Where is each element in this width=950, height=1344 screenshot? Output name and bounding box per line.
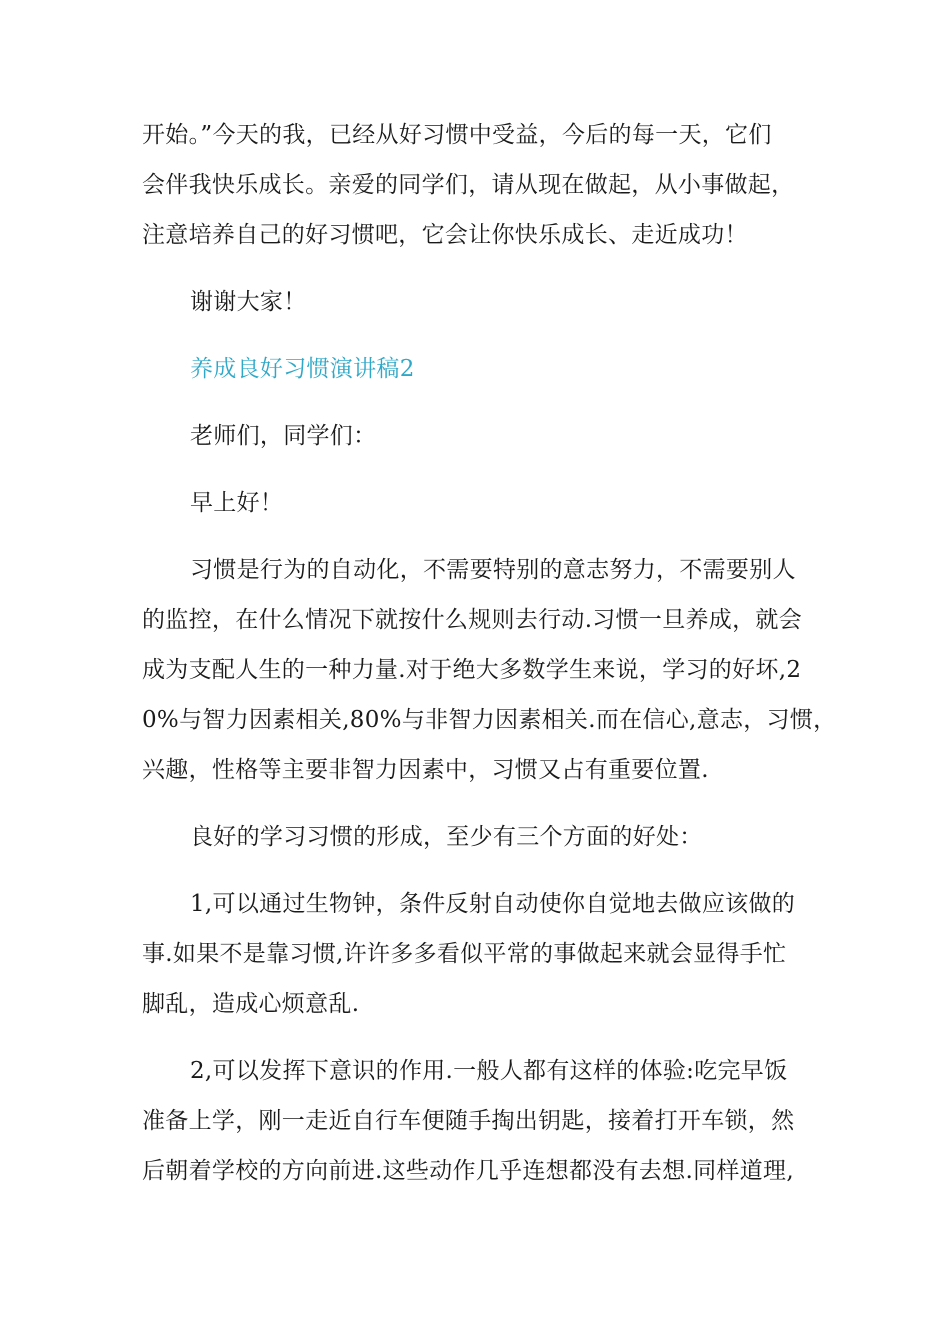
paragraph-line: 兴趣，性格等主要非智力因素中，习惯又占有重要位置. <box>142 757 709 783</box>
paragraph-line: 开始。”今天的我，已经从好习惯中受益，今后的每一天，它们 <box>142 122 772 148</box>
paragraph-line: 1,可以通过生物钟，条件反射自动使你自觉地去做应该做的 <box>190 891 796 917</box>
section-heading: 养成良好习惯演讲稿2 <box>190 356 415 382</box>
paragraph-line: 脚乱，造成心烦意乱. <box>142 991 360 1017</box>
paragraph-line: 0%与智力因素相关,80%与非智力因素相关.而在信心,意志，习惯， <box>142 707 837 733</box>
salutation: 老师们，同学们： <box>190 423 377 449</box>
paragraph-line: 事.如果不是靠习惯,许许多多看似平常的事做起来就会显得手忙 <box>142 941 787 967</box>
paragraph-line: 成为支配人生的一种力量.对于绝大多数学生来说，学习的好坏,2 <box>142 657 802 683</box>
paragraph-line: 的监控，在什么情况下就按什么规则去行动.习惯一旦养成，就会 <box>142 607 803 633</box>
paragraph-line: 准备上学，刚一走近自行车便随手掏出钥匙，接着打开车锁，然 <box>142 1108 795 1134</box>
paragraph-line: 习惯是行为的自动化，不需要特别的意志努力，不需要别人 <box>190 557 796 583</box>
closing-thanks: 谢谢大家！ <box>190 289 307 315</box>
greeting: 早上好！ <box>190 490 284 516</box>
paragraph-line: 注意培养自己的好习惯吧，它会让你快乐成长、走近成功！ <box>142 222 748 248</box>
paragraph-line: 2,可以发挥下意识的作用.一般人都有这样的体验:吃完早饭 <box>190 1058 788 1084</box>
paragraph-line: 后朝着学校的方向前进.这些动作几乎连想都没有去想.同样道理, <box>142 1158 794 1184</box>
paragraph-line: 良好的学习习惯的形成，至少有三个方面的好处： <box>190 824 703 850</box>
paragraph-line: 会伴我快乐成长。亲爱的同学们，请从现在做起，从小事做起， <box>142 172 795 198</box>
